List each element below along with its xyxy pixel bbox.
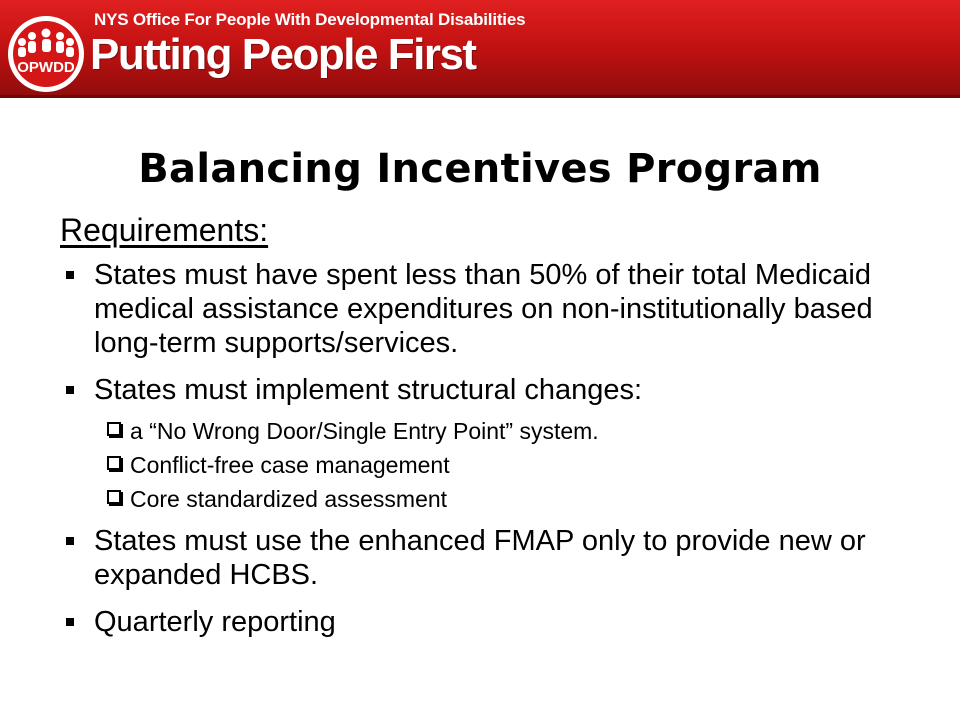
- sub-bullet-text: a “No Wrong Door/Single Entry Point” system.: [130, 418, 599, 444]
- square-bullet-icon: [66, 386, 74, 394]
- bullet-item: [60, 605, 890, 639]
- logo-text: OPWDD: [17, 59, 75, 76]
- bullet-text: Quarterly reporting: [94, 606, 336, 638]
- bullet-item: [60, 524, 890, 592]
- checkbox-bullet-icon: [107, 490, 121, 504]
- bullet-list: [60, 258, 890, 652]
- slide-title: Balancing Incentives Program: [138, 146, 822, 192]
- section-label: Requirements:: [60, 212, 269, 248]
- bullet-item: [60, 373, 890, 407]
- banner-slogan: Putting People First: [90, 30, 476, 79]
- square-bullet-icon: [66, 271, 74, 279]
- checkbox-bullet-icon: [107, 422, 121, 436]
- sub-bullet-item: [60, 416, 890, 446]
- header-banner: [0, 0, 960, 98]
- bullet-text: States must have spent less than 50% of their total Medicaid medical assistance expenditures on non-institutionally based long-term supports/services.: [94, 259, 873, 359]
- checkbox-bullet-icon: [107, 456, 121, 470]
- opwdd-logo: [0, 14, 92, 94]
- agency-name: NYS Office For People With Developmental Disabilities: [94, 10, 526, 29]
- sub-bullet-text: Conflict-free case management: [130, 452, 450, 478]
- sub-bullet-item: [60, 484, 890, 514]
- square-bullet-icon: [66, 537, 74, 545]
- sub-bullet-list: [60, 416, 890, 514]
- bullet-text: States must implement structural changes:: [94, 374, 643, 406]
- square-bullet-icon: [66, 618, 74, 626]
- sub-bullet-text: Core standardized assessment: [130, 486, 448, 512]
- bullet-item: [60, 258, 890, 360]
- bullet-text: States must use the enhanced FMAP only to provide new or expanded HCBS.: [94, 525, 866, 591]
- sub-bullet-item: [60, 450, 890, 480]
